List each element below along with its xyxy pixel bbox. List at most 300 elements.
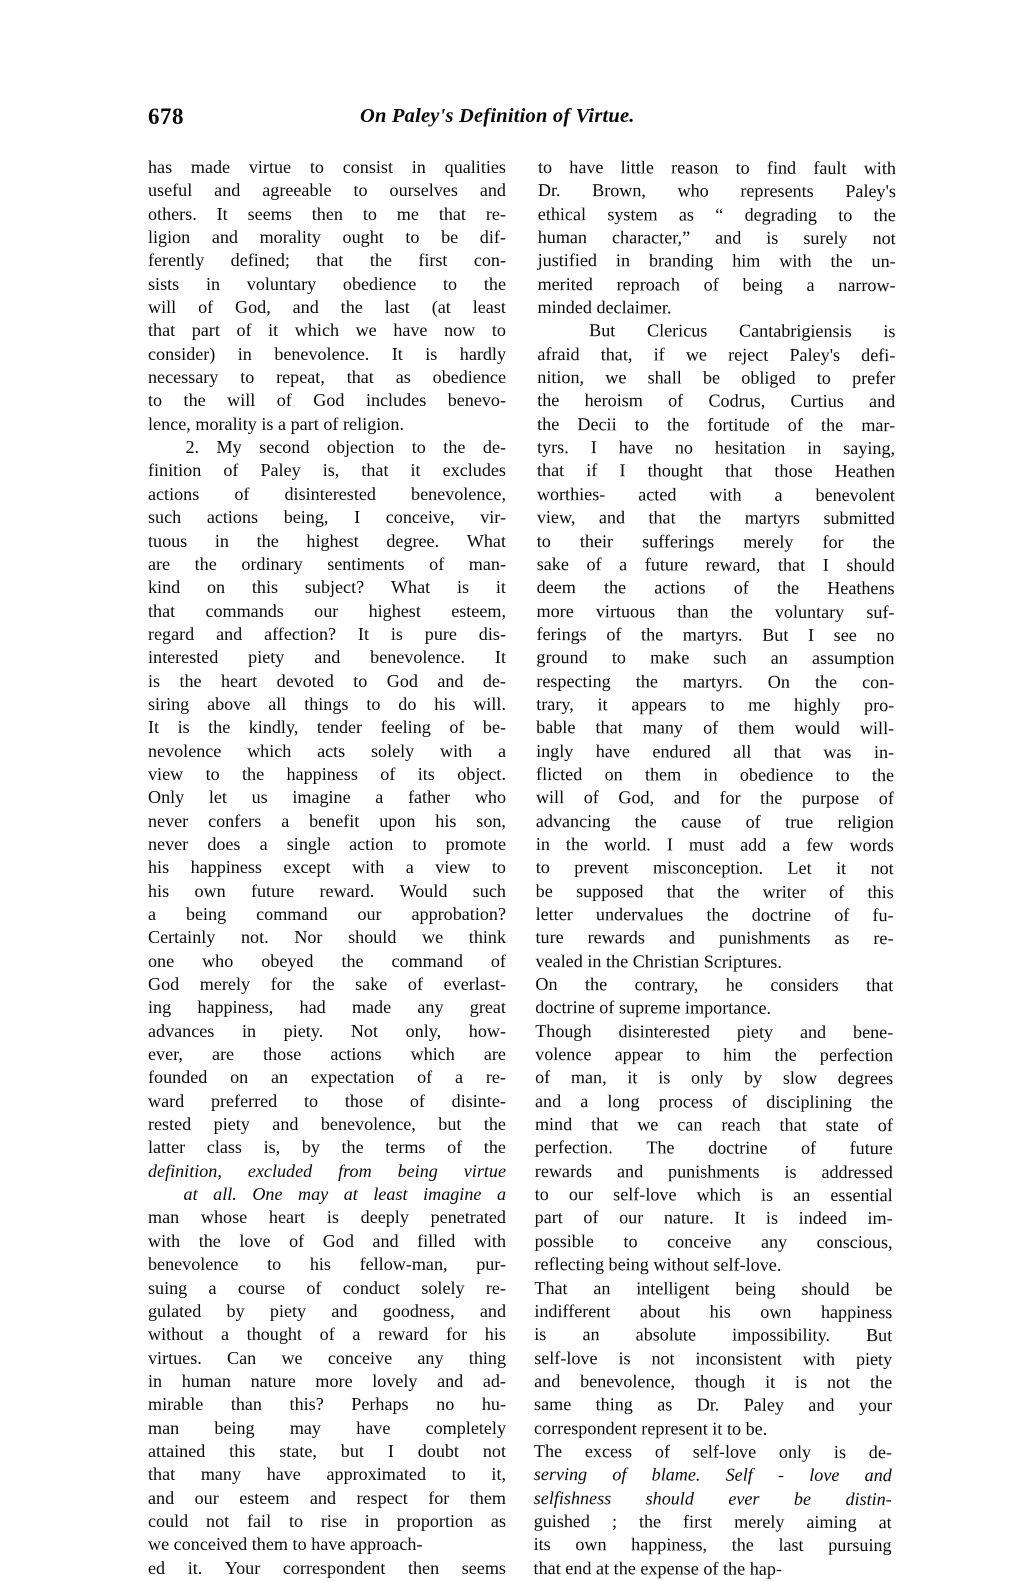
word: qualities [444, 157, 506, 177]
word: future [849, 1138, 893, 1159]
word: is [760, 1184, 774, 1205]
word: conceive [327, 1347, 393, 1368]
word: and [479, 180, 506, 201]
word: happiness, [197, 997, 274, 1018]
word: our [314, 600, 339, 621]
text-line [148, 1136, 506, 1159]
word: being [735, 1278, 776, 1299]
word: conduct [342, 1277, 401, 1298]
word: true [785, 811, 814, 832]
word: hardly [459, 343, 506, 364]
word: reward. [319, 880, 375, 901]
word: of [409, 1090, 425, 1111]
text-line [537, 436, 895, 460]
word: highest [368, 600, 421, 621]
word: and [534, 1370, 561, 1391]
word: we [685, 344, 707, 365]
word: no [876, 624, 895, 645]
text-line [536, 670, 894, 694]
word: misconception. [652, 857, 764, 879]
word: the [312, 974, 335, 995]
word: to [611, 647, 626, 668]
word: punishments [718, 927, 811, 949]
word: includes [365, 390, 427, 411]
word: an [793, 1184, 811, 1205]
word: obedience [739, 764, 814, 785]
word: as [834, 928, 850, 949]
word: a [580, 1090, 589, 1111]
word: and [372, 1230, 399, 1251]
word: made [190, 157, 231, 177]
word: ing [148, 997, 172, 1018]
word: to [309, 157, 324, 177]
word: God [148, 974, 180, 995]
word: “ [715, 204, 724, 225]
word: that [148, 600, 176, 621]
word: of [490, 950, 506, 971]
word: ethical [537, 203, 587, 224]
word: of [612, 1464, 627, 1485]
word: to [353, 670, 368, 691]
text-line [537, 529, 895, 553]
word: 2. [185, 437, 200, 458]
word: have [266, 1464, 301, 1485]
word: saying, [843, 438, 896, 459]
text-line [148, 1183, 506, 1206]
word: and [437, 1370, 464, 1391]
text-line [535, 1113, 893, 1137]
text-line [536, 646, 894, 670]
word: founded [148, 1067, 208, 1088]
word: de- [482, 670, 506, 691]
word: any [417, 1347, 444, 1368]
word: its [417, 763, 435, 784]
word: does [207, 833, 241, 854]
word: then [311, 203, 343, 224]
word: mar- [861, 414, 896, 435]
text-line [537, 483, 895, 507]
word: solely [421, 1277, 465, 1298]
word: martyrs. [682, 624, 743, 645]
word: happiness [820, 1301, 893, 1322]
word: excludes [442, 460, 506, 481]
word: it [765, 1371, 776, 1392]
word: It [216, 203, 228, 224]
word: completely [425, 1417, 506, 1438]
word: de- [868, 1441, 892, 1463]
word: and [272, 1114, 299, 1135]
word: the [483, 1114, 506, 1135]
word: same [534, 1394, 572, 1415]
word: never [148, 810, 189, 831]
word: distin- [845, 1488, 892, 1509]
word: is [833, 1441, 847, 1462]
word: affection? [264, 623, 337, 644]
word: respecting [536, 670, 611, 691]
word: the [774, 1044, 797, 1065]
text-line [148, 996, 506, 1019]
word: degree. [386, 530, 440, 551]
word: has [148, 157, 173, 177]
word: that [666, 881, 694, 902]
word: Can [227, 1347, 257, 1368]
word: appears [631, 694, 687, 715]
word: to [267, 1254, 282, 1275]
word: ourselves [389, 180, 458, 201]
word: little [620, 157, 654, 178]
word: his [435, 810, 457, 831]
word: to [534, 1184, 549, 1205]
word: the [872, 531, 895, 552]
word: action [349, 833, 394, 854]
word: how- [468, 1020, 506, 1041]
word: Heathens [827, 578, 895, 599]
word: to [710, 694, 725, 715]
text-line [536, 856, 894, 880]
word: That [534, 1277, 568, 1298]
word: not [482, 1440, 506, 1461]
word: impossibility. [732, 1324, 831, 1346]
word: an [770, 647, 788, 669]
word: selfishness [533, 1487, 612, 1508]
word: with [473, 1230, 506, 1251]
word: Curtius [790, 391, 844, 412]
word: to [685, 1044, 701, 1065]
word: being [185, 904, 227, 924]
word: reach [721, 1114, 761, 1135]
word: at [183, 1184, 198, 1205]
word: the [179, 670, 202, 691]
word: is [534, 1324, 547, 1345]
text-line [534, 1510, 892, 1534]
word: sufferings [642, 530, 715, 552]
word: possible [534, 1230, 594, 1251]
word: the [603, 577, 627, 598]
word: for [446, 1324, 468, 1345]
word: appear [614, 1044, 663, 1065]
text-line [148, 273, 506, 296]
word: On [767, 671, 790, 692]
word: expectation [310, 1067, 395, 1088]
word: in- [873, 741, 895, 762]
text-line [534, 1440, 892, 1464]
word: his [148, 857, 170, 878]
word: blame. [651, 1464, 701, 1485]
word: tuous [148, 530, 188, 551]
word: that [148, 1464, 176, 1485]
word: pur- [476, 1254, 506, 1275]
word: should [645, 1487, 694, 1509]
word: with [709, 484, 742, 505]
word: in [241, 1020, 257, 1041]
word: to [362, 203, 377, 224]
word: heroism [584, 390, 643, 411]
word: such [148, 507, 182, 528]
word: morality [259, 227, 321, 248]
word: approbation? [411, 904, 506, 924]
word: One [252, 1184, 283, 1205]
word: consist [342, 157, 393, 177]
word: and [331, 1300, 358, 1321]
word: to [491, 857, 506, 878]
word: of [733, 577, 749, 598]
word: of [703, 717, 719, 738]
text-line [537, 413, 895, 437]
word: love [239, 1230, 271, 1251]
word: actions [148, 483, 200, 504]
word: but [340, 1440, 364, 1461]
word: I [619, 460, 626, 481]
word: that [595, 717, 623, 738]
text-line [534, 1393, 892, 1417]
word: never [148, 833, 189, 854]
word: highest [306, 530, 359, 551]
word: terms [385, 1137, 426, 1158]
word: thought [246, 1324, 302, 1345]
word: letter [535, 903, 573, 925]
word: by [226, 1300, 245, 1321]
word: the [871, 764, 895, 786]
word: future [250, 880, 295, 901]
word: on [604, 764, 623, 785]
word: confers [208, 810, 262, 831]
word: which [247, 740, 292, 761]
word: piety [213, 1114, 250, 1135]
word: Paley's [845, 181, 896, 202]
text-line: we conceived them to have approach- [148, 1534, 423, 1555]
word: God [322, 1230, 354, 1251]
text-line: that end at the expense of the hap- [533, 1557, 782, 1579]
word: have [393, 320, 428, 341]
word: made [351, 997, 392, 1018]
word: It [734, 1208, 746, 1229]
word: whose [200, 1207, 248, 1228]
text-line [536, 623, 894, 647]
word: many [642, 717, 684, 738]
word: is, [263, 1137, 281, 1158]
word: if [653, 344, 665, 365]
word: undervalues [595, 904, 684, 925]
word: now [444, 320, 476, 341]
word: is [883, 321, 896, 342]
word: second [259, 437, 310, 458]
text-line [534, 1276, 892, 1300]
word: is [765, 1208, 779, 1229]
text-line [536, 926, 894, 950]
word: that [725, 461, 753, 482]
word: the [194, 553, 217, 574]
word: to [443, 273, 458, 294]
word: approximated [326, 1464, 426, 1485]
word: siring [148, 693, 190, 714]
word: advancing [535, 810, 611, 831]
word: without [148, 1324, 204, 1345]
word: piety. [283, 1020, 324, 1041]
word: sentiments [327, 553, 405, 574]
word: doubt [417, 1440, 459, 1461]
word: rested [148, 1114, 192, 1135]
word: disciplining [766, 1091, 852, 1112]
word: disinte- [451, 1090, 506, 1111]
word: is, [322, 460, 340, 481]
text-line [535, 1183, 893, 1207]
text-line [537, 389, 895, 413]
word: future [644, 554, 689, 575]
word: disinterested [618, 1020, 710, 1042]
word: ever, [148, 1044, 183, 1065]
word: in [205, 273, 221, 294]
word: see [833, 624, 857, 645]
word: a [208, 1277, 217, 1298]
word: to [304, 1090, 319, 1111]
word: disinterested [284, 483, 376, 504]
word: happiness [190, 857, 262, 878]
word: he [725, 974, 743, 995]
word: of [829, 881, 845, 902]
word: man- [468, 553, 506, 574]
word: one [148, 950, 175, 971]
word: state [825, 1115, 859, 1136]
word: and [535, 1090, 562, 1111]
word: doctrine [708, 1137, 768, 1159]
word: on [206, 577, 226, 598]
word: dif- [479, 227, 506, 248]
text-line [148, 1277, 506, 1300]
word: It [148, 717, 160, 738]
word: to [536, 530, 551, 551]
word: that [438, 203, 466, 224]
word: him [723, 1044, 752, 1065]
word: a [455, 1067, 464, 1088]
text-line [535, 1230, 893, 1254]
word: not. [241, 927, 269, 948]
text-line [535, 1090, 893, 1114]
text-line [148, 1043, 506, 1066]
text-line [148, 763, 506, 786]
word: to [491, 320, 506, 341]
word: and [598, 507, 626, 528]
word: worthies- [536, 483, 606, 505]
word: in [703, 764, 718, 785]
word: if [586, 460, 598, 481]
word: command [256, 904, 328, 924]
word: of [429, 553, 445, 574]
text-line [148, 646, 506, 669]
word: of [535, 1067, 551, 1088]
word: him [732, 250, 761, 272]
word: the [706, 904, 729, 925]
word: ought [342, 227, 384, 248]
word: view, [536, 507, 576, 528]
word: than [230, 1394, 262, 1415]
word: Brown, [592, 180, 646, 201]
text-line [148, 880, 506, 903]
running-head [148, 104, 888, 138]
word: your [858, 1395, 893, 1416]
word: that, [600, 343, 633, 365]
word: such [472, 880, 506, 901]
word: Paley [743, 1394, 784, 1415]
word: Heathen [834, 461, 896, 482]
word: have [618, 437, 653, 458]
word: actions [654, 577, 706, 598]
word: a [782, 834, 791, 855]
word: our [357, 904, 382, 924]
text-line [535, 1160, 893, 1184]
word: vir- [480, 507, 506, 528]
word: our [194, 1487, 219, 1508]
word: was [823, 741, 852, 762]
word: guished [533, 1510, 591, 1532]
word: those [344, 1090, 384, 1111]
word: love [809, 1465, 840, 1486]
word: no [436, 1394, 455, 1415]
word: Decii [577, 413, 617, 435]
word: could [148, 1510, 189, 1531]
word: hu- [481, 1394, 506, 1415]
word: justified [537, 250, 598, 271]
word: first [683, 1511, 713, 1532]
word: may [289, 1417, 321, 1438]
word: proportion [396, 1510, 474, 1531]
word: to [148, 390, 163, 411]
word: the [584, 974, 608, 995]
word: to [451, 1464, 466, 1485]
word: the [483, 1137, 506, 1158]
word: slow [782, 1068, 818, 1089]
word: command [391, 950, 463, 971]
word: actions [330, 1044, 382, 1065]
word: indifferent [534, 1300, 611, 1322]
word: Dr. [696, 1394, 720, 1415]
word: for [428, 1487, 450, 1508]
word: sake [355, 974, 388, 995]
word: But [762, 624, 789, 645]
word: con- [862, 671, 895, 692]
word: I [590, 437, 597, 458]
text-line [148, 296, 506, 319]
word: more [536, 600, 574, 621]
word: who [474, 787, 506, 808]
text-line [148, 856, 506, 879]
word: supposed [576, 880, 644, 901]
word: un- [871, 251, 896, 272]
text-line [148, 1206, 506, 1229]
word: words [849, 834, 894, 856]
word: pure [424, 623, 457, 644]
word: thing [595, 1394, 633, 1415]
text-line [536, 716, 894, 740]
word: a [259, 833, 268, 854]
word: man, [570, 1067, 607, 1088]
word: at [878, 1512, 892, 1533]
word: not [651, 1347, 675, 1368]
word: own [194, 880, 226, 901]
word: and [799, 1021, 827, 1042]
word: of [583, 1207, 599, 1228]
word: the [183, 390, 206, 411]
word: an [271, 1067, 289, 1088]
word: we [422, 927, 444, 948]
word: should [348, 927, 397, 948]
word: aiming [806, 1511, 857, 1532]
text-column-left [148, 156, 506, 1580]
word: the [256, 530, 279, 551]
word: preferred [210, 1090, 278, 1111]
word: of [834, 904, 850, 925]
word: and [216, 623, 243, 644]
word: defi- [861, 344, 896, 365]
